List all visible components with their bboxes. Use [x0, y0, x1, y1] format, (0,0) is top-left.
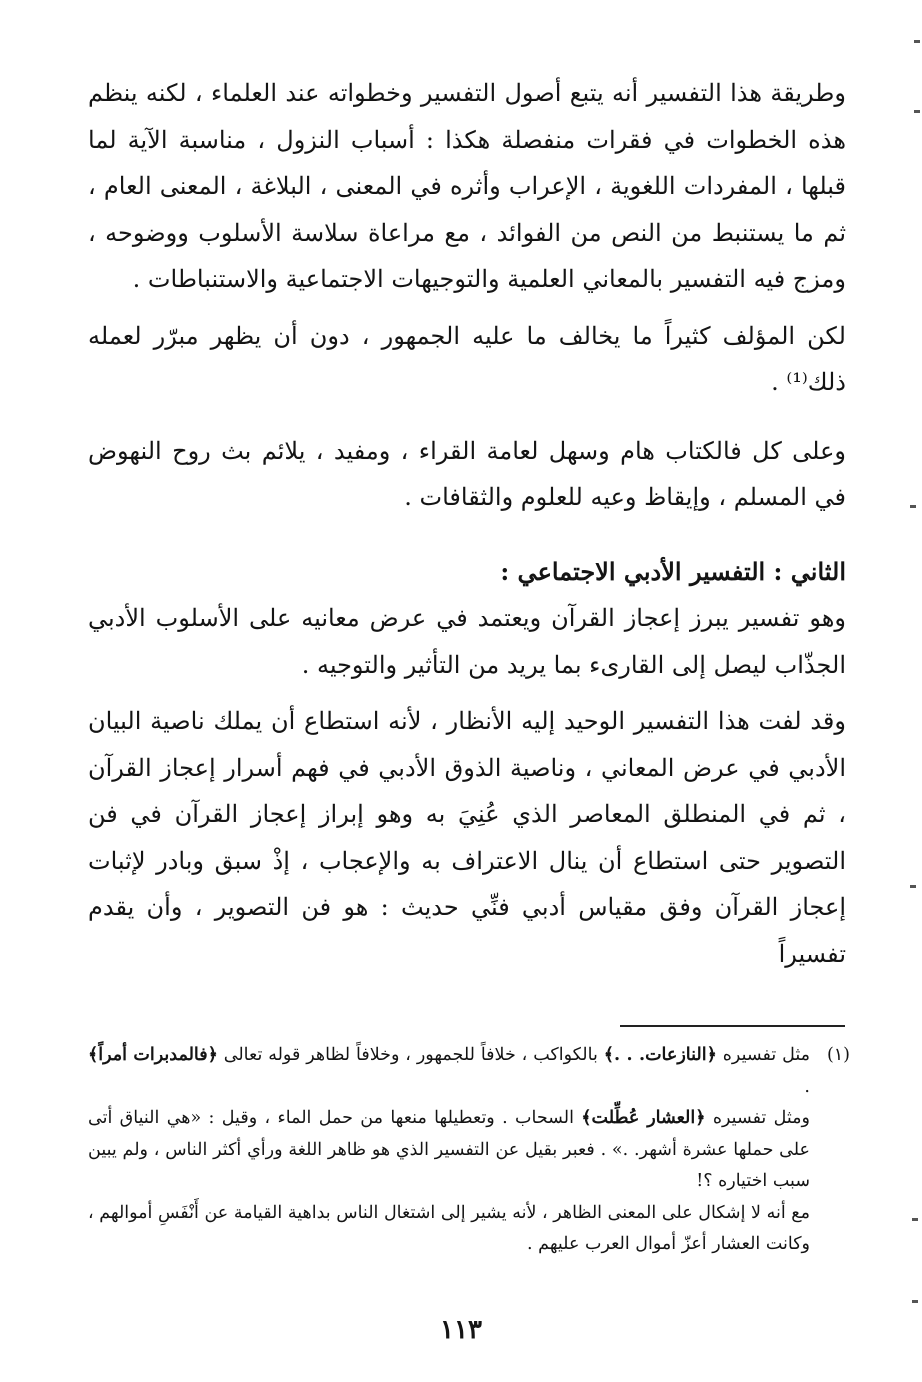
footnote-text-part: .: [804, 1076, 810, 1097]
quran-quote: ﴿النازعات. . .﴾: [603, 1045, 717, 1065]
footnote-1-text: [88, 1040, 810, 1103]
section-heading: الثاني : التفسير الأدبي الاجتماعي :: [500, 556, 846, 586]
paragraph-book-value: وعلى كل فالكتاب هام وسهل لعامة القراء ، ومفيد ، يلائم بث روح النهوض في المسلم ، وإيقاظ وعيه للعلوم والثقافات .: [88, 436, 846, 511]
footnote-text-part: ومثل تفسيره: [705, 1108, 811, 1128]
quran-quote: ﴿فالمدبرات أمراً﴾: [88, 1045, 218, 1065]
paragraph-attention: وقد لفت هذا التفسير الوحيد إليه الأنظار ، لأنه استطاع أن يملك ناصية البيان الأدبي في عرض المعاني ، وناصية الذوق الأدبي في فهم أسرار إعجاز القرآن ، ثم في المنطلق المعاصر الذي عُنِيَ به وهو إبراز إعجاز القرآن في فن التصوير حتى استطاع أن ينال الاعتراف به والإعجاب ، إذْ سبق وبادر لإثبات إعجاز القرآن وفق مقياس أدبي فنِّي حديث : هو فن التصوير ، وأن يقدم تفسيراً: [88, 707, 846, 968]
footnote-text-part: بالكواكب ، خلافاً للجمهور ، وخلافاً لظاهر قوله تعالى: [217, 1045, 604, 1065]
scan-edge-mark: [910, 885, 916, 888]
scan-edge-mark: [912, 1300, 918, 1303]
main-text: [88, 70, 846, 977]
footnote-divider: [620, 1025, 845, 1027]
scan-edge-mark: [910, 505, 916, 508]
footnote-text-part: السحاب . وتعطيلها منعها من حمل الماء ، وقيل : «هي النياق أتى على حملها عشرة أشهر. .» . فعبر بقيل عن التفسير الذي هو ظاهر اللغة ورأي أكثر الناس ، ولم يبين سبب اختياره ؟!: [88, 1108, 810, 1191]
footnotes: [88, 1040, 850, 1261]
paragraph-author-critique: لكن المؤلف كثيراً ما يخالف ما عليه الجمهور ، دون أن يظهر مبرّر لعمله ذلك⁽¹⁾ .: [88, 321, 846, 396]
footnote-number: (١): [826, 1045, 850, 1065]
footnote-1-conclusion: مع أنه لا إشكال على المعنى الظاهر ، لأنه يشير إلى اشتغال الناس بداهية القيامة عن أَنْفَسِ أموالهم ، وكانت العشار أعزّ أموال العرب عليهم .: [88, 1202, 810, 1254]
footnote-text-part: مثل تفسيره: [716, 1045, 810, 1065]
scan-edge-mark: [914, 40, 920, 43]
quran-quote: ﴿العشار عُطِّلت﴾: [581, 1108, 706, 1128]
scan-edge-mark: [912, 1218, 918, 1221]
page-number: ١١٣: [440, 1315, 482, 1345]
paragraph-definition: وهو تفسير يبرز إعجاز القرآن ويعتمد في عرض معانيه على الأسلوب الأدبي الجذّاب ليصل إلى القارىء بما يريد من التأثير والتوجيه .: [88, 604, 846, 679]
footnote-1: [88, 1040, 850, 1103]
paragraph-method: وطريقة هذا التفسير أنه يتبع أصول التفسير وخطواته عند العلماء ، لكنه ينظم هذه الخطوات في فقرات منفصلة هكذا : أسباب النزول ، مناسبة الآية لما قبلها ، المفردات اللغوية ، الإعراب وأثره في المعنى ، البلاغة ، المعنى العام ، ثم ما يستنبط من النص من الفوائد ، مع مراعاة سلاسة الأسلوب ووضوحه ، ومزج فيه التفسير بالمعاني العلمية والتوجيهات الاجتماعية والاستنباطات .: [88, 79, 846, 293]
scan-edge-mark: [914, 110, 920, 113]
footnote-1-continuation: [88, 1103, 850, 1198]
